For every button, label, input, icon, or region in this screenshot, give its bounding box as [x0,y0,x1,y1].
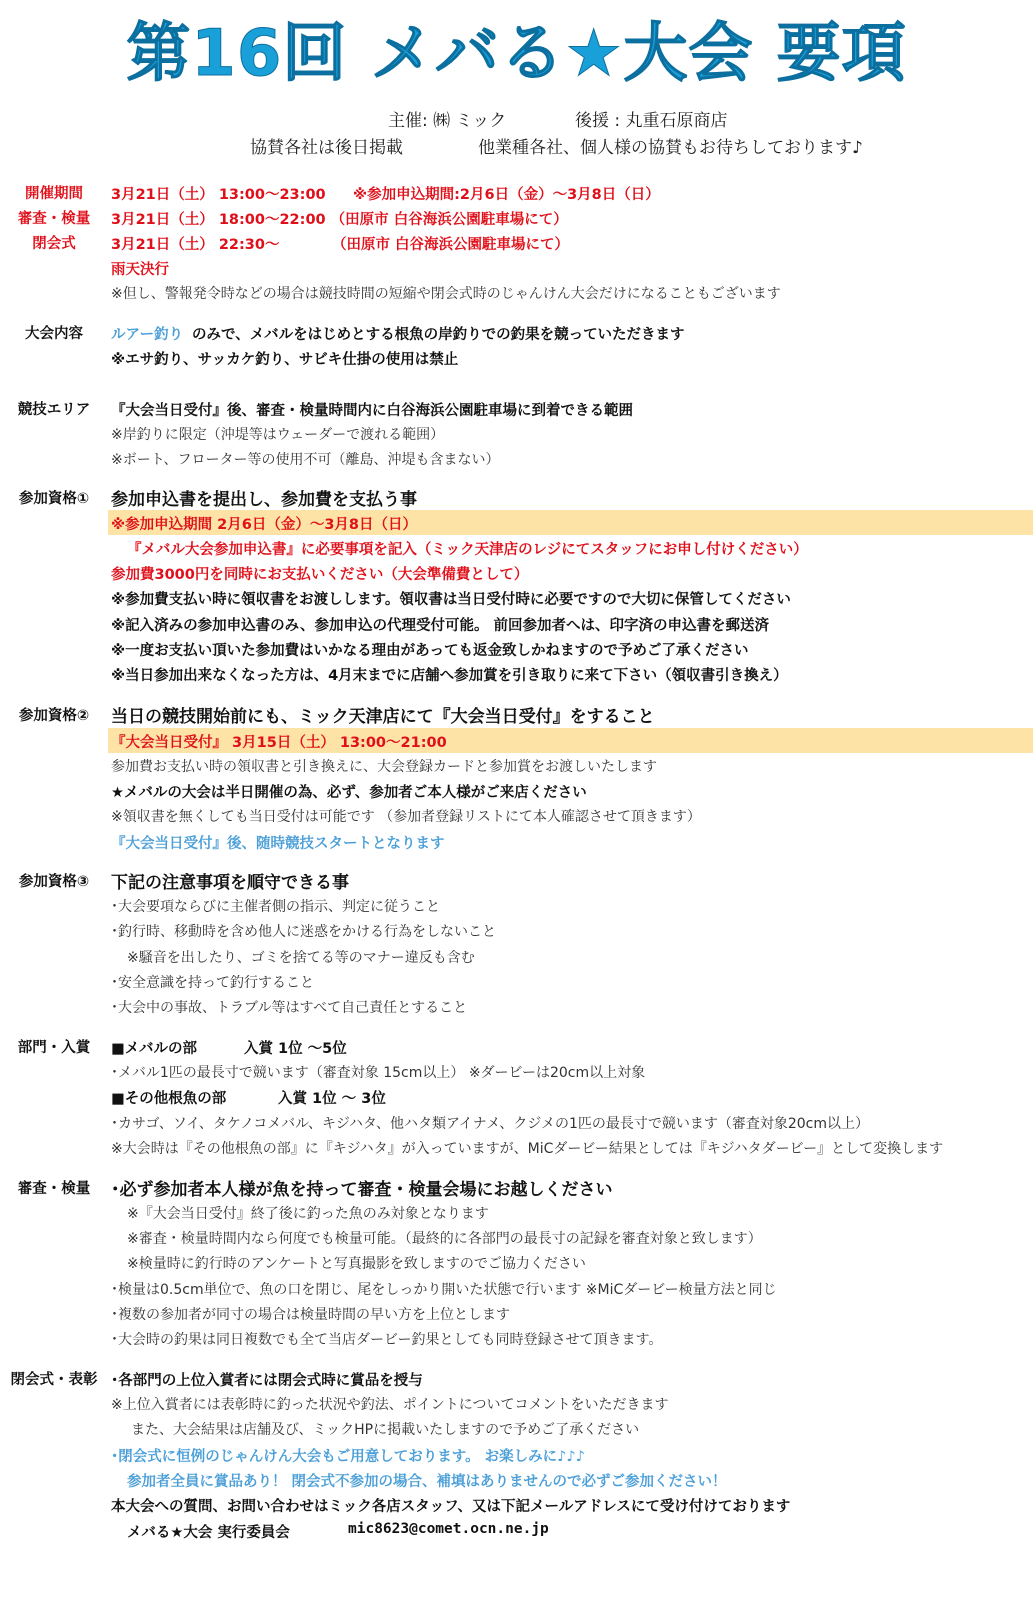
section-label: 参加資格① [18,491,90,507]
guideline-row [0,1326,1033,1351]
guideline-row [0,829,1033,854]
guideline-text: ※参加申込期間:2月6日（金）〜3月8日（日） [353,187,660,203]
section-label: 閉会式 [32,236,76,252]
guideline-text: 3月21日（土） 13:00〜23:00 [111,187,326,203]
guideline-row [0,1175,1033,1200]
guideline-text: ※ボート、フローター等の使用不可（離島、沖堤も含まない） [111,452,500,468]
guideline-text: ※但し、警報発令時などの場合は競技時間の短縮や閉会式時のじゃんけん大会だけになることもございます [111,286,781,302]
guideline-text: ★メバルの大会は半日開催の為、必ず、参加者ご本人様がご来店ください [111,785,587,801]
guideline-text: 雨天決行 [111,262,169,278]
guideline-text: 当日の競技開始前にも、ミック天津店にて『大会当日受付』をすること [111,707,655,727]
guideline-row [0,778,1033,803]
guideline-row [0,969,1033,994]
guideline-row [0,611,1033,636]
guideline-text: ･大会要項ならびに主催者側の指示、判定に従うこと [111,899,440,915]
guideline-text: 『メバル大会参加申込書』に必要事項を記入（ミック天津店のレジにてスタッフにお申し付けください） [127,542,808,558]
guideline-row [0,396,1033,421]
guideline-row [0,560,1033,585]
section-label: 競技エリア [17,402,91,418]
guideline-row [0,421,1033,446]
page-title: 第16回 メバる★大会 要項 [126,17,907,91]
guideline-text: ※一度お支払い頂いた参加費はいかなる理由があっても返金致しかねますので予めご了承ください [111,643,749,659]
guideline-text: 『大会当日受付』 3月15日（土） 13:00〜21:00 [111,735,447,751]
guideline-text: ※記入済みの参加申込書のみ、参加申込の代理受付可能。 前回参加者へは、印字済の申込書を郵送済 [111,618,770,634]
guideline-text: ※岸釣りに限定（沖堤等はウェーダーで渡れる範囲） [111,427,445,443]
guideline-row [0,1416,1033,1441]
guideline-row [0,661,1033,686]
guideline-text: また、大会結果は店舗及び、ミックHPに掲載いたしますので予めご了承ください [131,1422,640,1438]
guideline-row [0,535,1033,560]
guideline-text: ･メバル1匹の最長寸で競います（審査対象 15cm以上） ※ダービーは20cm以上対象 [111,1065,646,1081]
guideline-row [0,180,1033,205]
guideline-row [0,230,1033,255]
guideline-row [0,636,1033,661]
section-label: 開催期間 [25,186,83,202]
guideline-text: ･各部門の上位入賞者には閉会式時に賞品を授与 [111,1373,423,1389]
guideline-text: 3月21日（土） 22:30〜 [111,237,280,253]
guideline-row [0,1034,1033,1059]
guideline-row [0,728,1033,753]
supporter-text: 後援 : 丸重石原商店 [575,111,728,131]
guideline-row [0,1084,1033,1109]
section-label: 審査・検量 [17,1181,91,1197]
guideline-text: ※エサ釣り、サッカケ釣り、サビキ仕掛の使用は禁止 [111,352,459,368]
guideline-text: ※審査・検量時間内なら何度でも検量可能。（最終的に各部門の最長寸の記録を審査対象と致します） [127,1231,762,1247]
guideline-text: ･大会中の事故、トラブル等はすべて自己責任とすること [111,1000,468,1016]
guideline-text: ･カサゴ、ソイ、タケノコメバル、キジハタ、他ハタ類アイナメ、クジメの1匹の最長寸で競います（審査対象20cm以上） [111,1116,869,1132]
guideline-text: メバる★大会 実行委員会 [127,1525,290,1541]
section-label: 参加資格② [18,708,90,724]
guideline-row [0,205,1033,230]
guideline-text: 『大会当日受付』後、審査・検量時間内に白谷海浜公園駐車場に到着できる範囲 [111,403,633,419]
guideline-text: 参加費お支払い時の領収書と引き換えに、大会登録カードと参加賞をお渡しいたします [111,759,657,775]
guideline-text: ･大会時の釣果は同日複数でも全て当店ダービー釣果としても同時登録させて頂きます。 [111,1332,663,1348]
guideline-row [0,1467,1033,1492]
guideline-text: ※検量時に釣行時のアンケートと写真撮影を致しますのでご協力ください [127,1256,586,1272]
guideline-row [0,1250,1033,1275]
guideline-text: ※領収書を無くしても当日受付は可能です （参加者登録リストにて本人確認させて頂きます） [111,809,701,825]
guideline-text: 参加者全員に賞品あり！ 閉会式不参加の場合、補填はありませんので必ずご参加ください！ [127,1474,727,1490]
section-label: 閉会式・表彰 [10,1372,98,1388]
guideline-row [0,1492,1033,1517]
guideline-row [0,994,1033,1019]
section-label: 参加資格③ [18,874,90,890]
guideline-text: ※参加費支払い時に領収書をお渡しします。領収書は当日受付時に必要ですので大切に保管してください [111,592,791,608]
guideline-row [0,280,1033,305]
guideline-text: 参加申込書を提出し、参加費を支払う事 [111,490,417,510]
guideline-text: ･必ず参加者本人様が魚を持って審査・検量会場にお越しください [111,1180,613,1200]
guideline-row [0,753,1033,778]
guideline-text: 下記の注意事項を順守できる事 [111,873,349,893]
guideline-row [0,345,1033,370]
sponsors-invite: 他業種各社、個人様の協賛もお待ちしております♪ [478,138,863,158]
guideline-text: ･検量は0.5cm単位で、魚の口を閉じ、尾をしっかり開いた状態で行います ※MiCダービー検量方法と同じ [111,1282,777,1298]
section-label: 部門・入賞 [17,1040,91,1056]
guideline-text: 3月21日（土） 18:00〜22:00 （田原市 白谷海浜公園駐車場にて） [111,212,568,228]
guideline-text: ※『大会当日受付』終了後に釣った魚のみ対象となります [127,1206,489,1222]
guideline-text: ※参加申込期間 2月6日（金）〜3月8日（日） [111,517,417,533]
guideline-text: 参加費3000円を同時にお支払いください（大会準備費として） [111,567,529,583]
guideline-text: ･安全意識を持って釣行すること [111,975,314,991]
organizer-text: 主催: ㈱ ミック [388,111,507,131]
guideline-row [0,1135,1033,1160]
guideline-row [0,1276,1033,1301]
guideline-row [0,446,1033,471]
guideline-text: ■その他根魚の部 [111,1091,227,1107]
guideline-row [0,1366,1033,1391]
guideline-text: ･閉会式に恒例のじゃんけん大会もご用意しております。 お楽しみに♪♪♪ [111,1449,585,1465]
guideline-text: 入賞 1位 〜 3位 [278,1091,386,1107]
guideline-text: ※上位入賞者には表彰時に釣った状況や釣法、ポイントについてコメントをいただきます [111,1397,669,1413]
guideline-row [0,1301,1033,1326]
guideline-row [0,585,1033,610]
guideline-row [0,485,1033,510]
guideline-row [0,918,1033,943]
guideline-row [0,1442,1033,1467]
guideline-text: ■メバルの部 [111,1041,198,1057]
guideline-text: mic8623@comet.ocn.ne.jp [348,1521,549,1537]
section-label: 大会内容 [25,326,83,342]
guideline-row [0,1110,1033,1135]
guideline-text: 入賞 1位 〜5位 [244,1041,347,1057]
guideline-row [0,255,1033,280]
guideline-text: 本大会への質問、お問い合わせはミック各店スタッフ、又は下記メールアドレスにて受け付けております [111,1499,791,1515]
guideline-text: ･釣行時、移動時を含め他人に迷惑をかける行為をしないこと [111,924,496,940]
guideline-row [0,1059,1033,1084]
guideline-row [0,893,1033,918]
guideline-text: （田原市 白谷海浜公園駐車場にて） [332,237,570,253]
guideline-text: ※大会時は『その他根魚の部』に『キジハタ』が入っていますが、MiCダービー結果としては『キジハタダービー』として変換します [111,1141,944,1157]
section-label: 審査・検量 [17,211,91,227]
guideline-row [0,1518,1033,1543]
sponsors-note: 協賛各社は後日掲載 [250,138,403,158]
guideline-row [0,1225,1033,1250]
guideline-text: ※当日参加出来なくなった方は、4月末までに店舗へ参加賞を引き取りに来て下さい（領収書引き換え） [111,668,788,684]
guideline-row [0,320,1033,345]
guideline-row [0,702,1033,727]
guideline-row [0,510,1033,535]
guideline-row [0,1391,1033,1416]
guideline-text: のみで、メバルをはじめとする根魚の岸釣りでの釣果を競っていただきます [192,327,685,343]
guideline-text: ※騒音を出したり、ゴミを捨てる等のマナー違反も含む [127,950,475,966]
guideline-text: ルアー釣り [111,327,184,343]
guideline-row [0,803,1033,828]
guideline-text: 『大会当日受付』後、随時競技スタートとなります [111,836,445,852]
guideline-row [0,944,1033,969]
guideline-text: ･複数の参加者が同寸の場合は検量時間の早い方を上位とします [111,1307,510,1323]
guideline-row [0,1200,1033,1225]
guideline-row [0,868,1033,893]
